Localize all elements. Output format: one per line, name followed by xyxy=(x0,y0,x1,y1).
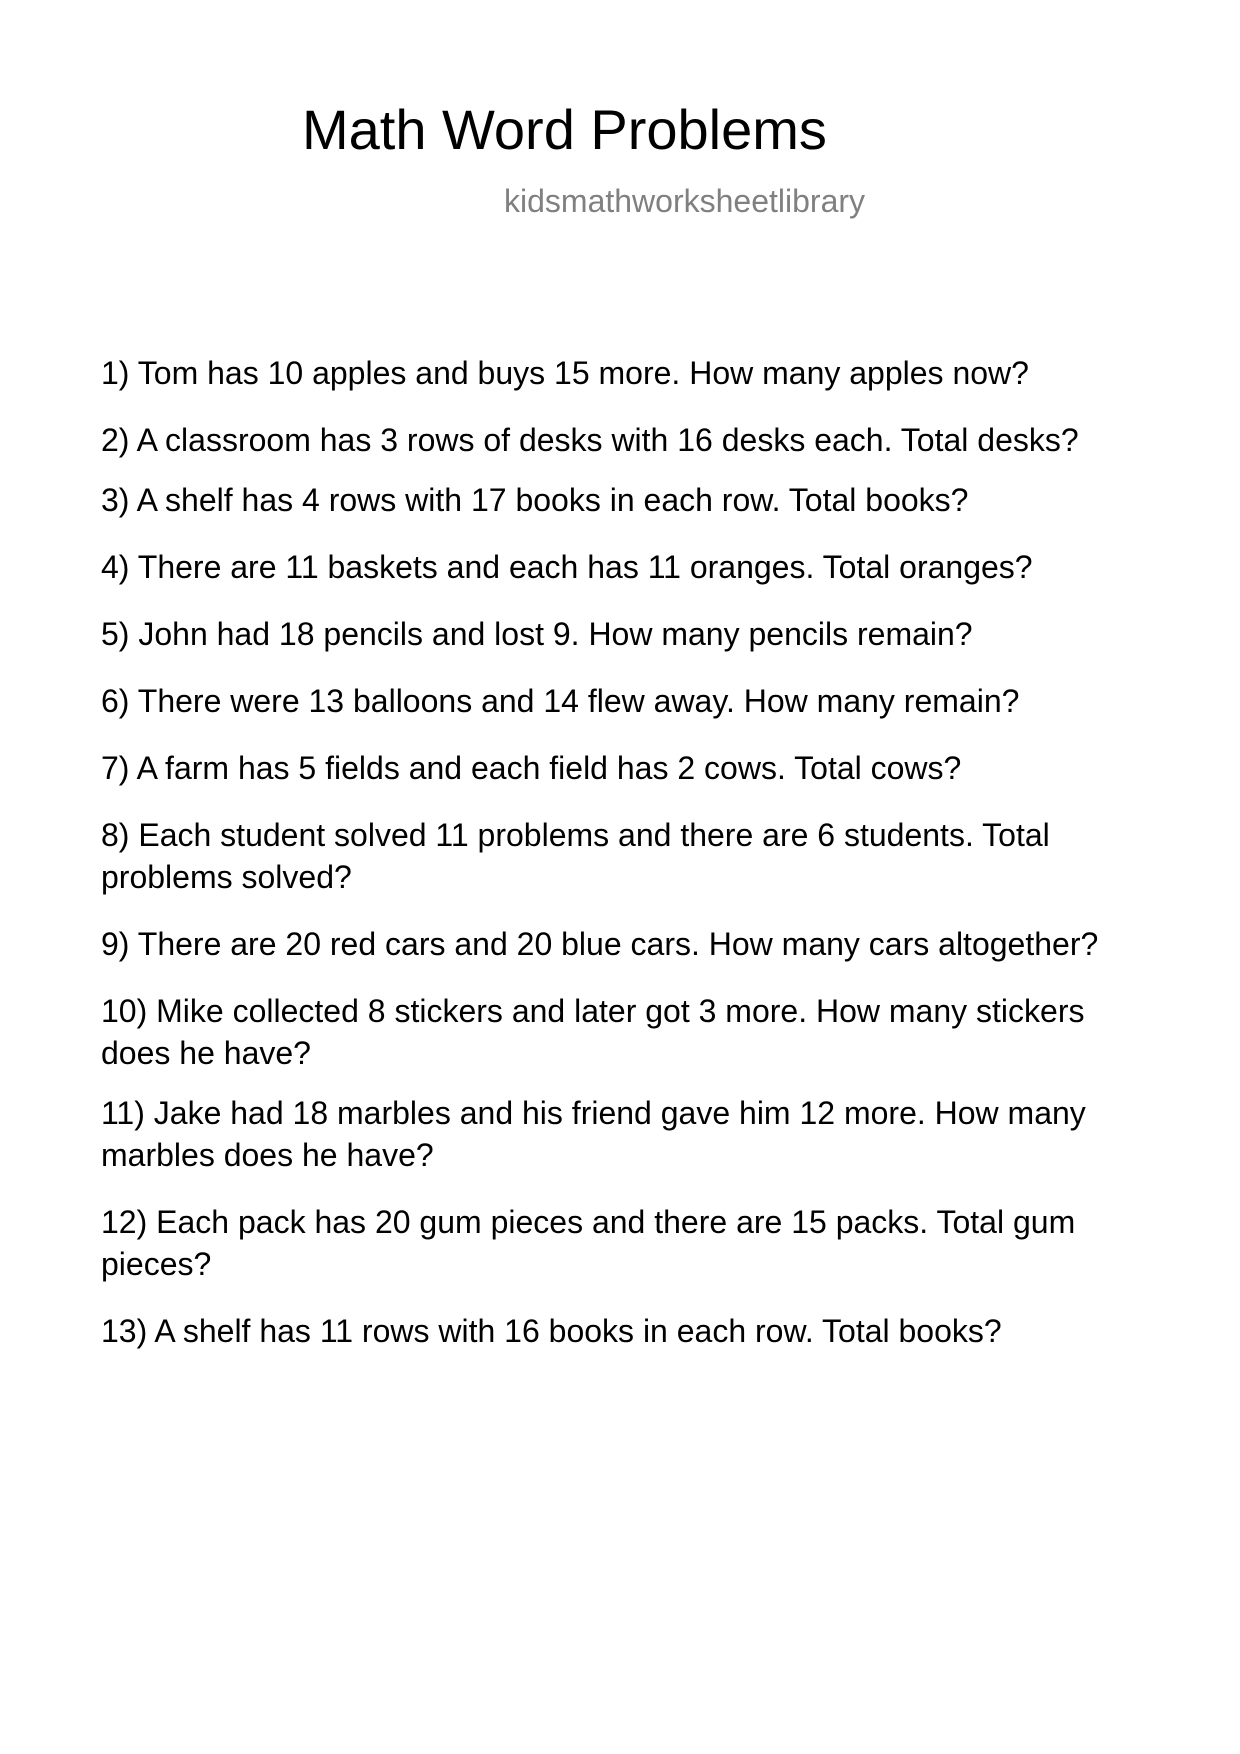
problem-item: 5) John had 18 pencils and lost 9. How many pencils remain? xyxy=(101,616,973,652)
problem-item: 8) Each student solved 11 problems and there are 6 students. Total problems solved? xyxy=(101,817,1050,895)
problem-item: 12) Each pack has 20 gum pieces and there are 15 packs. Total gum pieces? xyxy=(101,1204,1076,1282)
problem-item: 9) There are 20 red cars and 20 blue cars. How many cars altogether? xyxy=(101,926,1099,962)
problem-item: 10) Mike collected 8 stickers and later got 3 more. How many stickers does he have? xyxy=(101,993,1085,1071)
problem-item: 6) There were 13 balloons and 14 flew away. How many remain? xyxy=(101,683,1020,719)
problem-item: 4) There are 11 baskets and each has 11 oranges. Total oranges? xyxy=(101,549,1033,585)
problem-item: 11) Jake had 18 marbles and his friend gave him 12 more. How many marbles does he have? xyxy=(101,1095,1086,1173)
problem-item: 13) A shelf has 11 rows with 16 books in each row. Total books? xyxy=(101,1313,1002,1349)
problem-item: 3) A shelf has 4 rows with 17 books in each row. Total books? xyxy=(101,482,969,518)
problem-item: 7) A farm has 5 fields and each field has 2 cows. Total cows? xyxy=(101,750,962,786)
problem-item: 2) A classroom has 3 rows of desks with 16 desks each. Total desks? xyxy=(101,422,1079,458)
source-label: kidsmathworksheetlibrary xyxy=(504,183,866,219)
page-title: Math Word Problems xyxy=(302,98,827,161)
problem-list xyxy=(101,352,1161,1377)
problem-item: 1) Tom has 10 apples and buys 15 more. How many apples now? xyxy=(101,355,1029,391)
